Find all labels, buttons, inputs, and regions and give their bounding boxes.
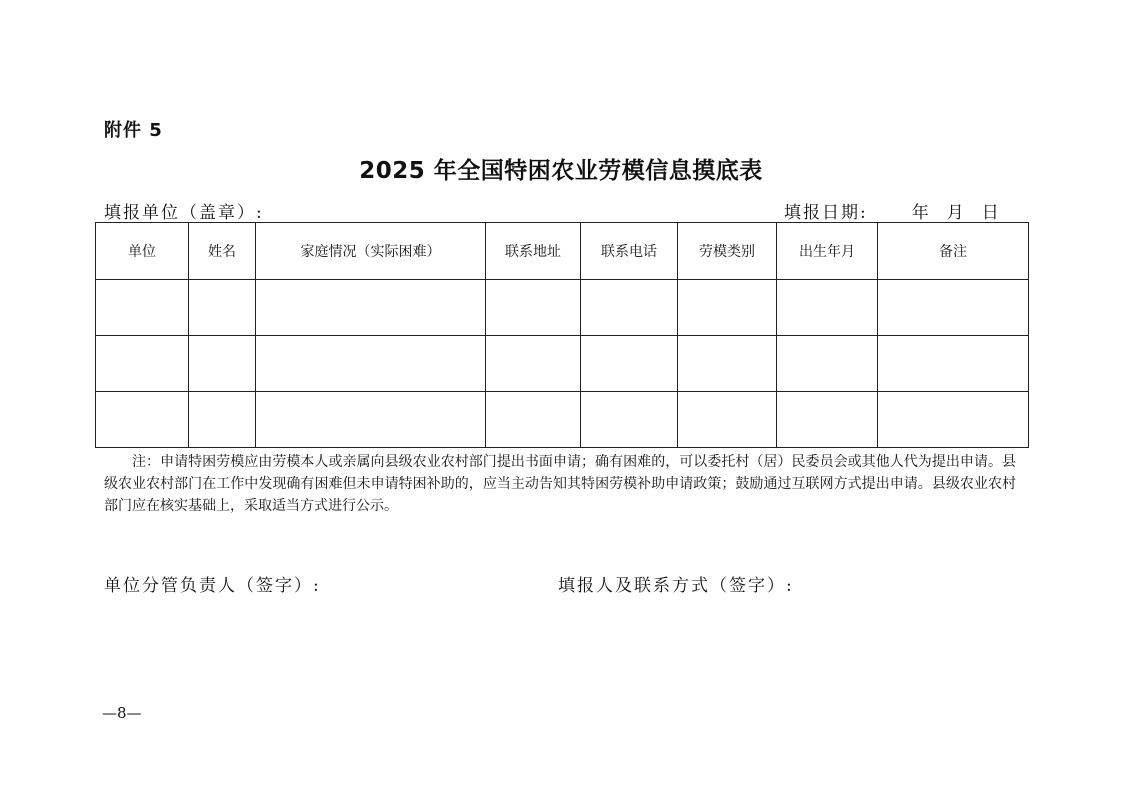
column-header-phone: 联系电话 [581, 223, 678, 280]
table-cell[interactable] [486, 336, 581, 392]
table-cell[interactable] [256, 336, 486, 392]
table-cell[interactable] [581, 280, 678, 336]
table-cell[interactable] [581, 392, 678, 448]
column-header-family-situation: 家庭情况（实际困难） [256, 223, 486, 280]
table-cell[interactable] [581, 336, 678, 392]
table-cell[interactable] [189, 392, 256, 448]
table-cell[interactable] [189, 336, 256, 392]
info-table [95, 222, 1029, 448]
column-header-name: 姓名 [189, 223, 256, 280]
column-header-birth-date: 出生年月 [777, 223, 878, 280]
table-cell[interactable] [678, 280, 777, 336]
supervisor-signature-label: 单位分管负责人（签字）: [104, 576, 321, 596]
column-header-address: 联系地址 [486, 223, 581, 280]
reporting-date [784, 198, 1001, 223]
table-row [96, 280, 1029, 336]
table-cell[interactable] [878, 280, 1029, 336]
table-cell[interactable] [96, 392, 189, 448]
date-month-char: 月 [946, 203, 966, 223]
date-year-char: 年 [911, 203, 931, 223]
table-cell[interactable] [777, 280, 878, 336]
table-cell[interactable] [96, 336, 189, 392]
attachment-label: 附件 5 [104, 120, 163, 141]
table-cell[interactable] [486, 280, 581, 336]
table-cell[interactable] [189, 280, 256, 336]
date-day-char: 日 [981, 203, 1001, 223]
table-cell[interactable] [256, 392, 486, 448]
column-header-unit: 单位 [96, 223, 189, 280]
table-cell[interactable] [256, 280, 486, 336]
reporting-date-label: 填报日期: [784, 203, 868, 223]
table-row [96, 392, 1029, 448]
table-cell[interactable] [777, 336, 878, 392]
form-title: 2025 年全国特困农业劳模信息摸底表 [359, 158, 763, 184]
page-number: —8— [102, 704, 142, 722]
column-header-remarks: 备注 [878, 223, 1029, 280]
table-cell[interactable] [678, 336, 777, 392]
table-row [96, 336, 1029, 392]
table-cell[interactable] [678, 392, 777, 448]
table-cell[interactable] [486, 392, 581, 448]
table-cell[interactable] [777, 392, 878, 448]
table-header-row [96, 223, 1029, 280]
table-cell[interactable] [878, 392, 1029, 448]
table-cell[interactable] [878, 336, 1029, 392]
table-cell[interactable] [96, 280, 189, 336]
filler-signature-label: 填报人及联系方式（签字）: [558, 576, 794, 596]
reporting-unit-label: 填报单位（盖章）: [104, 203, 264, 223]
note-paragraph: 注：申请特困劳模应由劳模本人或亲属向县级农业农村部门提出书面申请；确有困难的，可以委托村（居）民委员会或其他人代为提出申请。县级农业农村部门在工作中发现确有困难但未申请特困补助的，应当主动告知其特困劳模补助申请政策；鼓励通过互联网方式提出申请。县级农业农村部门应在核实基础上，采取适当方式进行公示。 [104, 454, 1016, 514]
column-header-model-category: 劳模类别 [678, 223, 777, 280]
